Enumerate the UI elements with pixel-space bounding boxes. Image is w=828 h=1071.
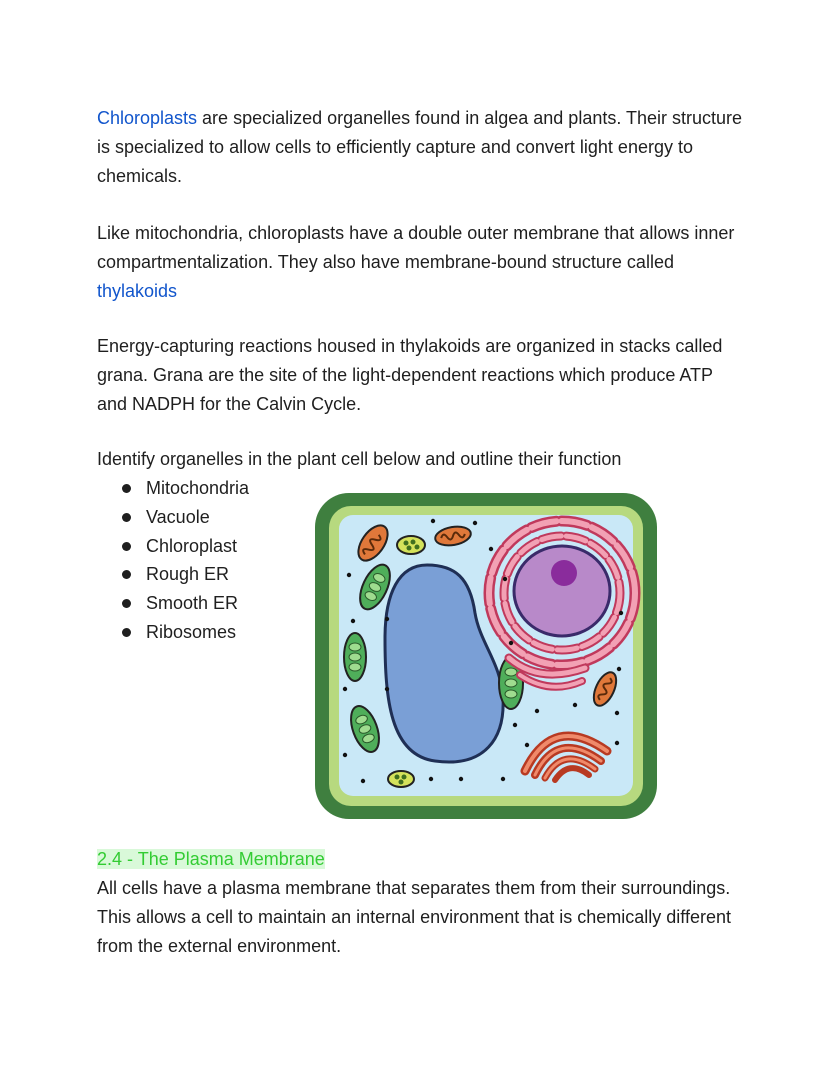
paragraph-grana — [97, 332, 747, 418]
bullet-icon — [122, 484, 131, 493]
plant-cell-diagram — [315, 493, 657, 819]
section-heading: 2.4 - The Plasma Membrane — [97, 849, 325, 869]
nucleolus — [551, 560, 577, 586]
bullet-icon — [122, 599, 131, 608]
organelle-list — [97, 474, 249, 647]
ribosome-cluster — [397, 536, 425, 554]
nucleus — [514, 546, 610, 636]
list-item: Vacuole — [97, 503, 249, 532]
list-item: Smooth ER — [97, 589, 249, 618]
list-item: Ribosomes — [97, 618, 249, 647]
bullet-icon — [122, 628, 131, 637]
section-heading-wrap — [97, 845, 747, 874]
paragraph-1-text: are specialized organelles found in algea and plants. Their structure is specialized to allow cells to efficiently capture and convert light energy to chemicals. — [97, 108, 743, 186]
list-item: Chloroplast — [97, 532, 249, 561]
instruction-text: Identify organelles in the plant cell below and outline their function — [97, 449, 622, 469]
thylakoids-link[interactable]: thylakoids — [97, 280, 178, 301]
paragraph-chloroplasts — [97, 104, 747, 190]
bullet-icon — [122, 570, 131, 579]
paragraph-2-text: Like mitochondria, chloroplasts have a double outer membrane that allows inner compartmentalization. They also have membrane-bound structure called — [97, 223, 735, 272]
ribosome-cluster — [388, 771, 414, 787]
chloroplast — [344, 633, 366, 681]
bullet-icon — [122, 513, 131, 522]
list-item: Mitochondria — [97, 474, 249, 503]
bullet-icon — [122, 542, 131, 551]
paragraph-plasma-membrane: All cells have a plasma membrane that separates them from their surroundings. This allows a cell to maintain an internal environment that is chemically different from the external environment. — [97, 878, 731, 956]
paragraph-3-text: Energy-capturing reactions housed in thylakoids are organized in stacks called grana. Grana are the site of the light-dependent reactions which produce ATP and NADPH for the Calvin Cycle. — [97, 336, 723, 414]
list-item: Rough ER — [97, 560, 249, 589]
paragraph-membrane — [97, 219, 747, 305]
chloroplasts-link[interactable]: Chloroplasts — [97, 108, 198, 128]
